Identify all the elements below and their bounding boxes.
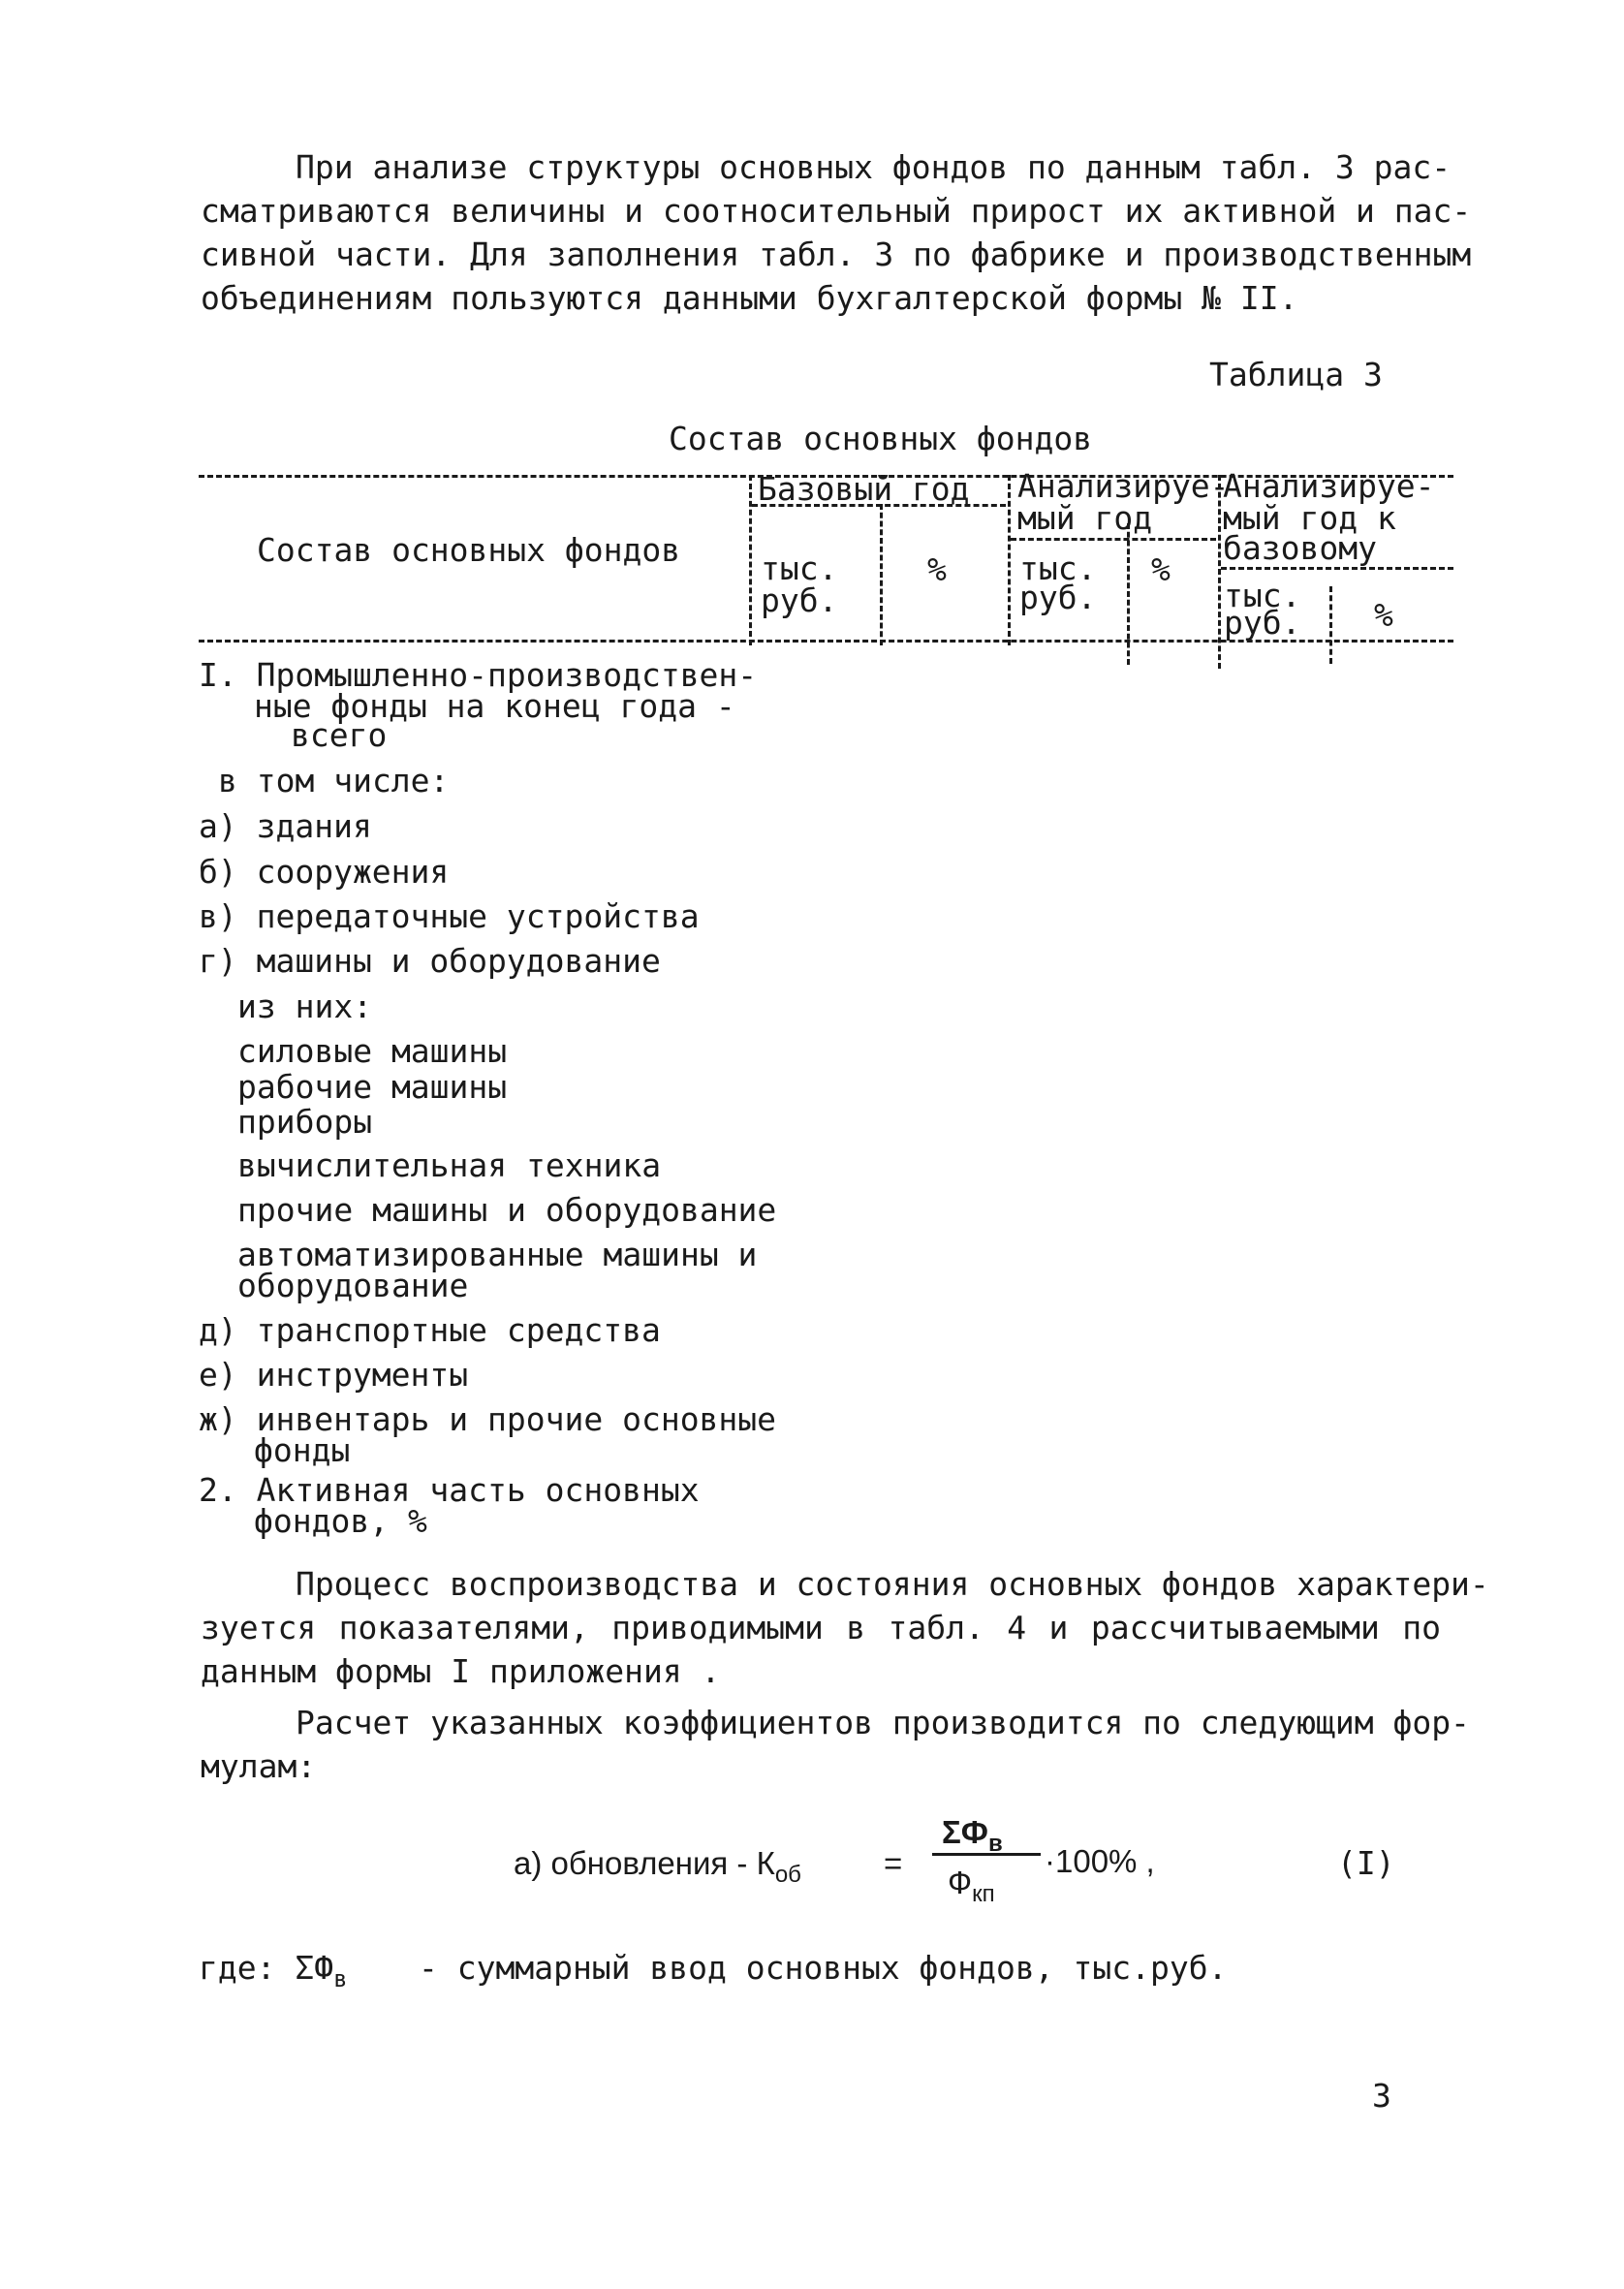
subheader-ratio-thousand-line2: руб. [1224, 604, 1301, 642]
table-label: Таблица 3 [1209, 356, 1383, 393]
row-automated-line-1: автоматизированные машины и [237, 1236, 758, 1273]
row-a-buildings: а) здания [199, 807, 372, 845]
column-header-ratio-line2: мый год к [1223, 499, 1396, 537]
row-v-transmission: в) передаточные устройства [199, 897, 700, 935]
row-in-total: в том числе: [218, 762, 450, 800]
column-header-main: Состав основных фондов [257, 531, 681, 569]
formula-prefix [514, 1841, 801, 1897]
formula-denominator-text: Ф [948, 1865, 973, 1900]
row-2-line-1: 2. Активная часть основных [199, 1471, 700, 1509]
row-zh-line-2: фонды [254, 1431, 351, 1469]
row-automated-line-2: оборудование [237, 1267, 469, 1304]
row-other-machines: прочие машины и оборудование [237, 1191, 777, 1229]
page-number: 3 [1372, 2077, 1391, 2115]
process-line-2: зуется показателями, приводимыми в табл. 4 и рассчитываемыми по [201, 1609, 1441, 1646]
column-header-base-year: Базовый год [758, 470, 970, 508]
process-paragraph [201, 1562, 1489, 1693]
formula-k-subscript: об [774, 1862, 801, 1888]
subheader-ratio-thousand-line1: тыс. [1224, 577, 1301, 614]
subheader-base-percent: % [927, 550, 947, 588]
intro-paragraph [201, 145, 1472, 320]
formula-multiplier: ·100% , [1045, 1843, 1155, 1879]
table-title: Состав основных фондов [669, 420, 1093, 457]
row-d-transport: д) транспортные средства [199, 1311, 661, 1349]
ratio-underline [1221, 567, 1453, 570]
table-divider-3 [1008, 475, 1011, 645]
formula-numerator-subscript: в [987, 1831, 1003, 1857]
formula-equals: = [884, 1845, 903, 1881]
row-devices: приборы [237, 1103, 373, 1141]
row-of-them: из них: [237, 988, 373, 1025]
intro-line-1: При анализе структуры основных фондов по данным табл. 3 рас- [296, 148, 1452, 186]
row-2-line-2: фондов, % [254, 1502, 427, 1540]
subheader-analyzed-thousand-line2: руб. [1019, 579, 1097, 616]
subheader-analyzed-percent: % [1151, 550, 1171, 588]
formula-number: (I) [1337, 1844, 1395, 1882]
row-zh-line-1: ж) инвентарь и прочие основные [199, 1400, 777, 1438]
analyzed-year-underline [1011, 538, 1216, 541]
table-divider-1 [749, 475, 752, 645]
intro-line-3: сивной части. Для заполнения табл. 3 по фабрике и производственным [201, 235, 1472, 273]
column-header-ratio-line1: Анализируе- [1223, 467, 1435, 505]
row-1-line-3: всего [291, 716, 388, 754]
row-working-machines: рабочие машины [237, 1068, 508, 1106]
table-divider-4 [1127, 523, 1130, 665]
process-line-3: данным формы I приложения . [201, 1652, 721, 1690]
row-1-line-1: I. Промышленно-производствен- [199, 656, 758, 694]
formula-denominator-subscript: кп [972, 1881, 995, 1907]
formula-numerator-text: ΣФ [942, 1814, 988, 1850]
row-1-line-2: ные фонды на конец года - [254, 687, 735, 725]
subheader-base-thousand-line2: руб. [761, 581, 838, 619]
column-header-analyzed-line2: мый год [1017, 499, 1153, 537]
row-b-structures: б) сооружения [199, 853, 450, 891]
calc-paragraph [201, 1701, 1470, 1788]
intro-line-2: сматриваются величины и соотносительный прирост их активной и пас- [201, 192, 1472, 230]
formula-denominator [948, 1861, 995, 1916]
row-g-machinery: г) машины и оборудование [199, 942, 661, 980]
subheader-ratio-percent: % [1374, 596, 1393, 634]
formula-numerator [942, 1810, 1003, 1866]
formula-prefix-text: а) обновления - К [514, 1845, 775, 1881]
process-line-1: Процесс воспроизводства и состояния основных фондов характери- [296, 1565, 1489, 1603]
calc-line-1: Расчет указанных коэффициентов производится по следующим фор- [296, 1704, 1470, 1741]
where-label-text: где: ΣФ [199, 1949, 334, 1987]
where-text: - суммарный ввод основных фондов, тыс.руб. [419, 1949, 1228, 1987]
table-divider-6 [1329, 586, 1332, 664]
intro-line-4: объединениям пользуются данными бухгалтерской формы № II. [201, 279, 1298, 317]
calc-line-2: мулам: [201, 1747, 317, 1785]
column-header-analyzed-line1: Анализируе- [1017, 467, 1230, 505]
subheader-base-thousand-line1: тыс. [761, 549, 838, 587]
where-label-subscript: в [333, 1965, 348, 1992]
fraction-bar [932, 1853, 1041, 1856]
row-computing: вычислительная техника [237, 1146, 662, 1184]
subheader-analyzed-thousand-line1: тыс. [1019, 549, 1097, 587]
where-label [199, 1946, 348, 2001]
row-e-tools: е) инструменты [199, 1356, 469, 1394]
column-header-ratio-line3: базовому [1223, 529, 1377, 567]
row-power-machines: силовые машины [237, 1032, 508, 1070]
table-divider-2 [880, 504, 883, 645]
